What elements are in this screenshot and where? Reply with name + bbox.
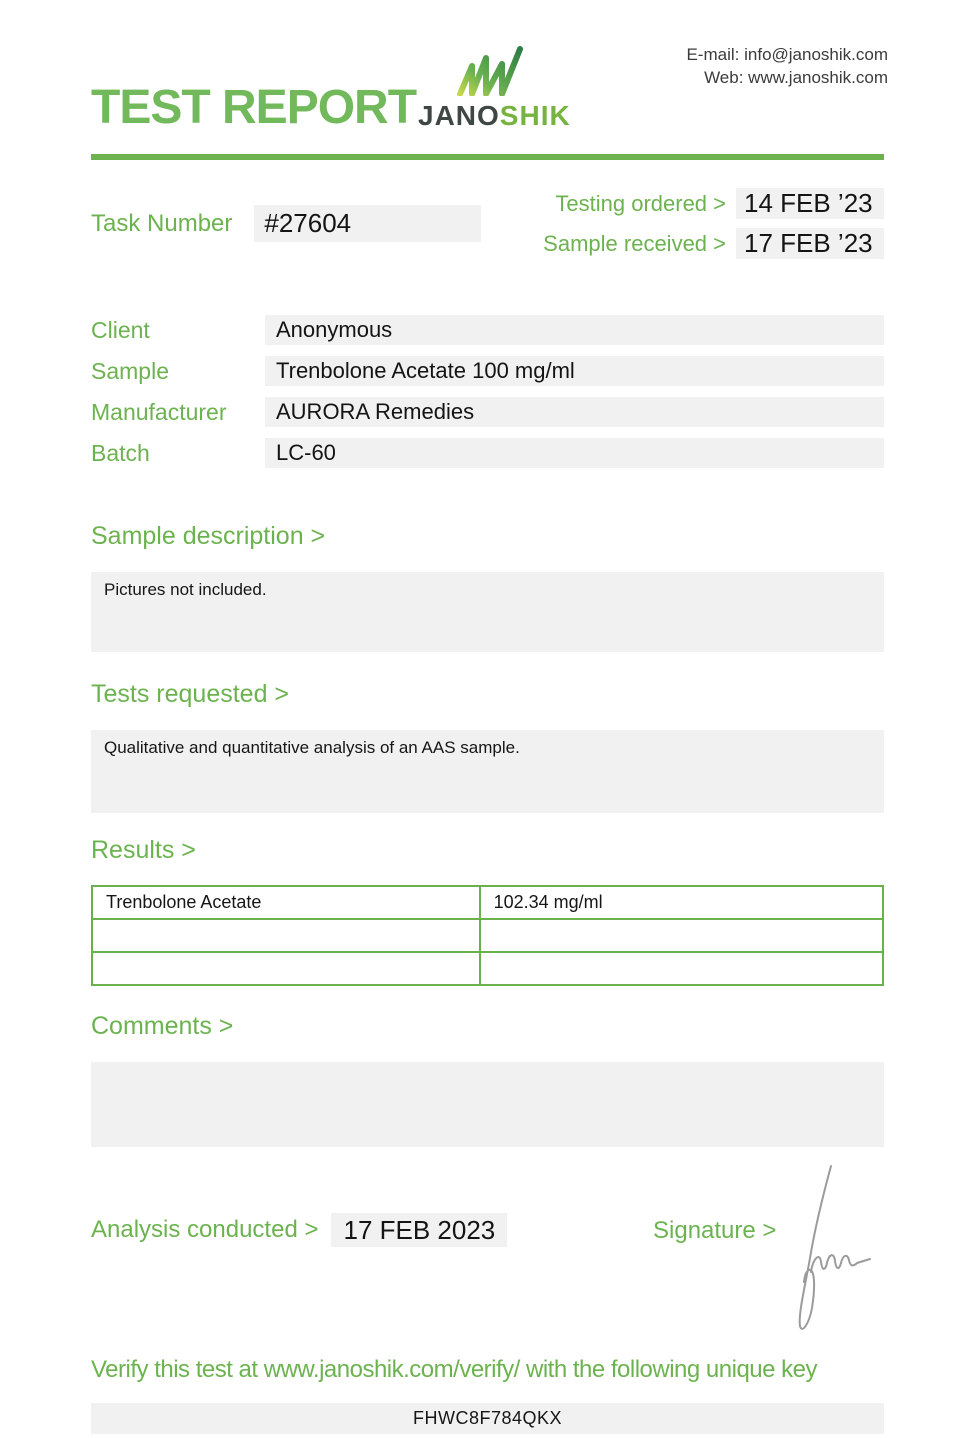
logo-word-green: SHIK (499, 100, 571, 131)
task-number-label: Task Number (91, 209, 233, 237)
sample-row (91, 356, 884, 386)
client-label: Client (91, 316, 150, 343)
manufacturer-label: Manufacturer (91, 398, 227, 425)
email-value: info@janoshik.com (744, 45, 888, 64)
table-row (92, 886, 883, 919)
testing-ordered-label: Testing ordered > (555, 190, 726, 216)
result-value (480, 919, 883, 952)
janoshik-logo (418, 46, 571, 131)
testing-ordered-value: 14 FEB ’23 (736, 188, 884, 219)
batch-row (91, 438, 884, 468)
report-header (91, 0, 888, 160)
page-title: TEST REPORT (91, 81, 417, 134)
task-number-group (91, 188, 481, 259)
contact-email (686, 44, 888, 67)
tests-requested-content: Qualitative and quantitative analysis of an AAS sample. (91, 730, 884, 813)
sample-description-section (91, 522, 884, 652)
contact-web (686, 67, 888, 90)
batch-value: LC-60 (265, 438, 884, 468)
verify-instruction: Verify this test at www.janoshik.com/verify/ with the following unique key (91, 1356, 818, 1383)
test-report-page (91, 0, 888, 1434)
growth-chart-icon (452, 46, 530, 96)
result-substance (92, 919, 480, 952)
analysis-conducted-group (91, 1213, 507, 1247)
tests-requested-section (91, 680, 884, 813)
result-substance (92, 952, 480, 985)
web-label: Web: (704, 67, 744, 87)
verify-key: FHWC8F784QKX (91, 1403, 884, 1434)
result-value (480, 952, 883, 985)
analysis-conducted-value: 17 FEB 2023 (331, 1213, 507, 1247)
analysis-conducted-label: Analysis conducted > (91, 1216, 319, 1243)
sample-received-value: 17 FEB ’23 (736, 228, 884, 259)
result-substance: Trenbolone Acetate (92, 886, 480, 919)
signature-label: Signature > (653, 1217, 777, 1244)
comments-section (91, 1012, 884, 1147)
tests-requested-heading: Tests requested > (91, 680, 290, 708)
logo-word-dark: JANO (418, 100, 500, 131)
sample-label: Sample (91, 357, 169, 384)
sample-description-content: Pictures not included. (91, 572, 884, 652)
results-table (91, 885, 884, 986)
web-value: www.janoshik.com (748, 67, 888, 87)
task-number-value: #27604 (254, 205, 481, 242)
sample-received-row (543, 228, 884, 259)
client-value: Anonymous (265, 315, 884, 345)
manufacturer-value: AURORA Remedies (265, 397, 884, 427)
comments-heading: Comments > (91, 1012, 234, 1040)
signature-scribble (767, 1162, 882, 1334)
analysis-signature-row (91, 1160, 884, 1332)
header-divider (91, 154, 884, 160)
dates-group (543, 188, 884, 259)
client-row (91, 315, 884, 345)
comments-content (91, 1062, 884, 1147)
task-dates-row (91, 188, 884, 259)
contact-info (686, 44, 888, 90)
results-section (91, 836, 884, 986)
email-label: E-mail: (686, 45, 740, 64)
logo-wordmark (418, 100, 571, 131)
manufacturer-row (91, 397, 884, 427)
table-row (92, 919, 883, 952)
sample-description-heading: Sample description > (91, 522, 326, 550)
sample-value: Trenbolone Acetate 100 mg/ml (265, 356, 884, 386)
sample-info-list (91, 315, 884, 468)
batch-label: Batch (91, 439, 150, 466)
result-value: 102.34 mg/ml (480, 886, 883, 919)
testing-ordered-row (543, 188, 884, 219)
results-heading: Results > (91, 836, 196, 864)
sample-received-label: Sample received > (543, 230, 726, 256)
table-row (92, 952, 883, 985)
